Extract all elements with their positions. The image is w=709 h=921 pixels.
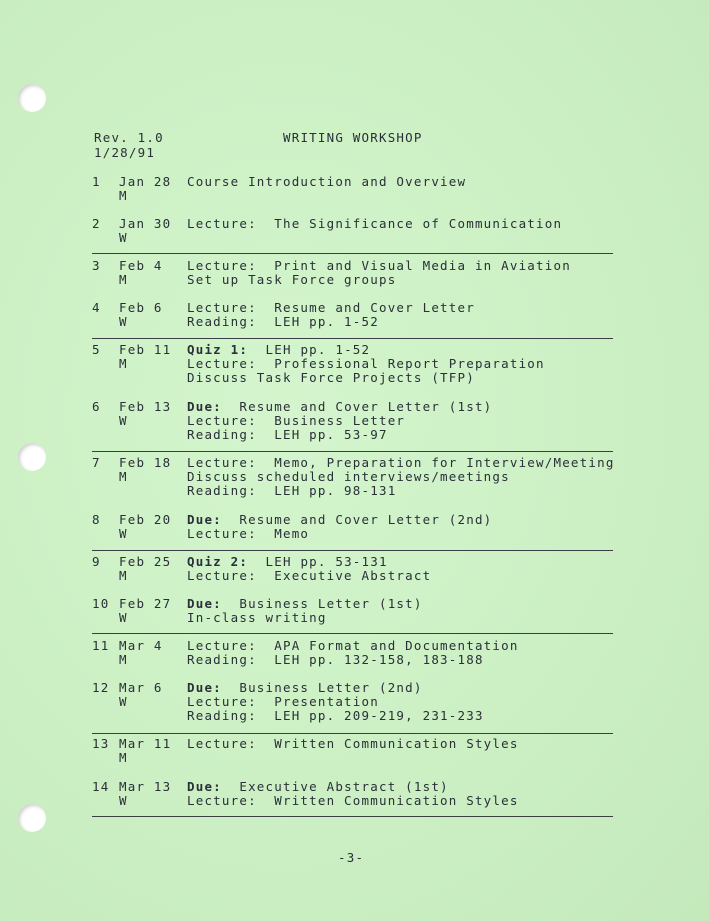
punch-hole xyxy=(18,443,46,471)
session-date: Feb 20 xyxy=(119,512,172,527)
session-number: 11 xyxy=(92,638,110,653)
session-line-text: Discuss scheduled interviews/meetings xyxy=(187,469,510,484)
session-line xyxy=(187,470,510,484)
session-number: 7 xyxy=(92,455,101,470)
session-line xyxy=(187,695,379,709)
session-number: 5 xyxy=(92,342,101,357)
session-line xyxy=(187,513,492,527)
session-date: Jan 30 xyxy=(119,216,172,231)
session-line-text: Business Letter (2nd) xyxy=(221,680,423,695)
session-line xyxy=(187,357,545,371)
session-line-label: Quiz 2: xyxy=(187,554,249,569)
section-divider xyxy=(92,633,613,634)
session-day: M xyxy=(119,356,128,371)
session-line-text: Executive Abstract (1st) xyxy=(221,779,449,794)
session-line xyxy=(187,428,388,442)
session-line xyxy=(187,794,519,808)
session-number: 4 xyxy=(92,300,101,315)
session-line-text: Reading: LEH pp. 132-158, 183-188 xyxy=(187,652,484,667)
session-line xyxy=(187,653,484,667)
session-line xyxy=(187,639,519,653)
session-number: 1 xyxy=(92,174,101,189)
session-line-text: LEH pp. 1-52 xyxy=(248,342,371,357)
session-line-text: Resume and Cover Letter (1st) xyxy=(221,399,493,414)
session-date: Mar 6 xyxy=(119,680,163,695)
session-number: 2 xyxy=(92,216,101,231)
session-line xyxy=(187,217,562,231)
session-line xyxy=(187,301,475,315)
revision-label: Rev. 1.0 xyxy=(94,130,164,145)
session-number: 14 xyxy=(92,779,110,794)
session-line xyxy=(187,456,615,470)
session-line xyxy=(187,681,423,695)
session-line-text: Reading: LEH pp. 1-52 xyxy=(187,314,379,329)
session-date: Mar 4 xyxy=(119,638,163,653)
session-date: Feb 18 xyxy=(119,455,172,470)
session-number: 6 xyxy=(92,399,101,414)
section-divider xyxy=(92,253,613,254)
session-line-text: LEH pp. 53-131 xyxy=(248,554,388,569)
session-day: W xyxy=(119,694,128,709)
session-line xyxy=(187,555,388,569)
session-line-text: Reading: LEH pp. 53-97 xyxy=(187,427,388,442)
session-line-text: Course Introduction and Overview xyxy=(187,174,467,189)
session-number: 12 xyxy=(92,680,110,695)
session-line xyxy=(187,175,466,189)
session-date: Mar 11 xyxy=(119,736,172,751)
session-line-label: Quiz 1: xyxy=(187,342,249,357)
session-date: Feb 11 xyxy=(119,342,172,357)
session-line xyxy=(187,597,423,611)
section-divider xyxy=(92,733,613,734)
session-line-text: Lecture: Professional Report Preparation xyxy=(187,356,545,371)
session-line-text: Lecture: Business Letter xyxy=(187,413,406,428)
session-number: 10 xyxy=(92,596,110,611)
session-line xyxy=(187,569,431,583)
page-title: WRITING WORKSHOP xyxy=(283,130,423,145)
session-line xyxy=(187,343,370,357)
session-line-text: Lecture: Executive Abstract xyxy=(187,568,432,583)
session-line xyxy=(187,259,571,273)
session-line-label: Due: xyxy=(187,512,222,527)
session-line-text: Discuss Task Force Projects (TFP) xyxy=(187,370,475,385)
session-day: M xyxy=(119,188,128,203)
session-day: M xyxy=(119,568,128,583)
session-line xyxy=(187,709,484,723)
session-number: 9 xyxy=(92,554,101,569)
session-date: Jan 28 xyxy=(119,174,172,189)
section-divider xyxy=(92,550,613,551)
session-line xyxy=(187,400,492,414)
session-line-label: Due: xyxy=(187,399,222,414)
session-day: M xyxy=(119,652,128,667)
session-line-text: Reading: LEH pp. 209-219, 231-233 xyxy=(187,708,484,723)
session-line-text: Lecture: Written Communication Styles xyxy=(187,736,519,751)
session-line xyxy=(187,484,396,498)
session-line-text: Lecture: Print and Visual Media in Aviation xyxy=(187,258,571,273)
session-date: Feb 25 xyxy=(119,554,172,569)
session-number: 3 xyxy=(92,258,101,273)
section-divider xyxy=(92,816,613,817)
session-line xyxy=(187,780,449,794)
session-line-text: Lecture: The Significance of Communication xyxy=(187,216,563,231)
session-line-text: Business Letter (1st) xyxy=(221,596,423,611)
session-date: Feb 27 xyxy=(119,596,172,611)
session-line-label: Due: xyxy=(187,680,222,695)
revision-date: 1/28/91 xyxy=(94,145,156,160)
session-day: W xyxy=(119,230,128,245)
session-line-text: Resume and Cover Letter (2nd) xyxy=(221,512,493,527)
section-divider xyxy=(92,338,613,339)
session-day: W xyxy=(119,610,128,625)
session-line-text: Reading: LEH pp. 98-131 xyxy=(187,483,397,498)
session-line xyxy=(187,527,309,541)
session-day: W xyxy=(119,413,128,428)
session-date: Feb 13 xyxy=(119,399,172,414)
session-line-text: Lecture: Resume and Cover Letter xyxy=(187,300,475,315)
session-line-text: Lecture: Memo, Preparation for Interview/Meeting xyxy=(187,455,615,470)
session-day: M xyxy=(119,750,128,765)
session-day: M xyxy=(119,272,128,287)
session-line-text: Lecture: Presentation xyxy=(187,694,379,709)
session-line-text: Lecture: Memo xyxy=(187,526,310,541)
session-line xyxy=(187,737,519,751)
session-line-text: Set up Task Force groups xyxy=(187,272,397,287)
session-date: Mar 13 xyxy=(119,779,172,794)
session-day: W xyxy=(119,314,128,329)
session-line xyxy=(187,611,327,625)
session-line-label: Due: xyxy=(187,779,222,794)
session-day: W xyxy=(119,793,128,808)
session-date: Feb 4 xyxy=(119,258,163,273)
session-line-label: Due: xyxy=(187,596,222,611)
session-date: Feb 6 xyxy=(119,300,163,315)
session-line-text: In-class writing xyxy=(187,610,327,625)
section-divider xyxy=(92,451,613,452)
session-day: M xyxy=(119,469,128,484)
session-line xyxy=(187,414,405,428)
session-number: 13 xyxy=(92,736,110,751)
session-number: 8 xyxy=(92,512,101,527)
punch-hole xyxy=(18,84,46,112)
session-line-text: Lecture: APA Format and Documentation xyxy=(187,638,519,653)
session-line-text: Lecture: Written Communication Styles xyxy=(187,793,519,808)
session-line xyxy=(187,315,379,329)
page-number: -3- xyxy=(338,850,365,865)
punch-hole xyxy=(18,804,46,832)
session-day: W xyxy=(119,526,128,541)
session-line xyxy=(187,273,396,287)
session-line xyxy=(187,371,475,385)
